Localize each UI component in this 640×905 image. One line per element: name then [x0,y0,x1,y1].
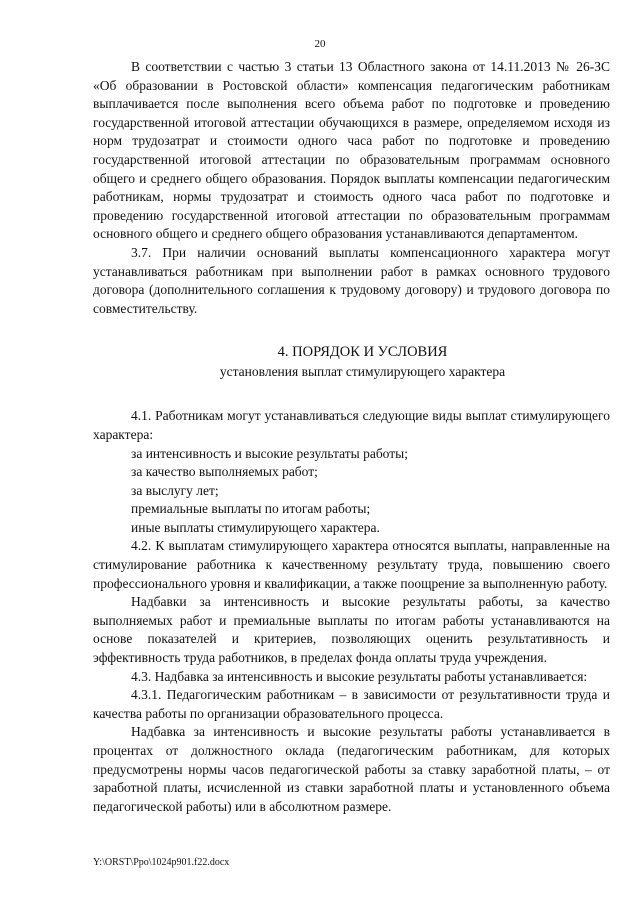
document-body [93,58,610,816]
paragraph-3-7: 3.7. При наличии оснований выплаты компенсационного характера могут устанавливаться работникам при выполнении работ в рамках основного трудового договора (дополнительного соглашения к трудовому договору) и трудового договора по совместительству. [93,244,610,316]
paragraph-4-3: 4.3. Надбавка за интенсивность и высокие результаты работы устанавливается: [131,668,588,684]
list-item: за интенсивность и высокие результаты работы; [131,445,408,461]
paragraph-4-2: 4.2. К выплатам стимулирующего характера относятся выплаты, направленные на стимулирование работника к качественному результату труда, повышению своего профессионального уровня и квалификации, а также поощрение за выполненную работу. [93,538,610,591]
list-item: премиальные выплаты по итогам работы; [131,501,371,517]
list-item: за качество выполняемых работ; [131,464,318,480]
footer-file-path: Y:\ORST\Ppo\1024p901.f22.docx [93,857,230,868]
page-number: 20 [314,38,326,50]
section-subtitle: установления выплат стимулирующего характера [219,364,506,380]
paragraph-4-1: 4.1. Работникам могут устанавливаться следующие виды выплат стимулирующего характера: [93,408,610,442]
list-item: за выслугу лет; [131,482,219,498]
paragraph-4-3-1: 4.3.1. Педагогическим работникам – в зависимости от результативности труда и качества работы по организации образовательного процесса. [93,687,610,721]
section-title: 4. ПОРЯДОК И УСЛОВИЯ [277,344,448,361]
paragraph-bonus-percent: Надбавка за интенсивность и высокие результаты работы устанавливается в процентах от должностного оклада (педагогическим работникам, для которых предусмотрены нормы часов педагогической работы за ставку заработной платы, – от заработной платы, исчисленной из ставки заработной платы и установленного объема педагогической работы) или в абсолютном размере. [93,724,610,814]
paragraph-bonus-criteria: Надбавки за интенсивность и высокие результаты работы, за качество выполняемых работ и премиальные выплаты по итогам работы устанавливаются на основе показателей и критериев, позволяющих оценить результативность и эффективность труда работников, в пределах фонда оплаты труда учреждения. [93,594,610,666]
paragraph-compensation-law: В соответствии с частью 3 статьи 13 Областного закона от 14.11.2013 № 26-ЗС «Об образовании в Ростовской области» компенсация педагогическим работникам выплачивается после выполнения всего объема работ по подготовке и проведению государственной итоговой аттестации обучающихся в размере, определяемом исходя из норм трудозатрат и стоимости одного часа работ по подготовке и проведению государственной итоговой аттестации по образовательным программам основного общего и среднего общего образования. Порядок выплаты компенсации педагогическим работникам, нормы трудозатрат и стоимость одного часа работ по подготовке и проведению государственной итоговой аттестации по образовательным программам основного общего и среднего общего образования устанавливаются департаментом. [93,59,610,242]
list-item: иные выплаты стимулирующего характера. [131,519,380,535]
